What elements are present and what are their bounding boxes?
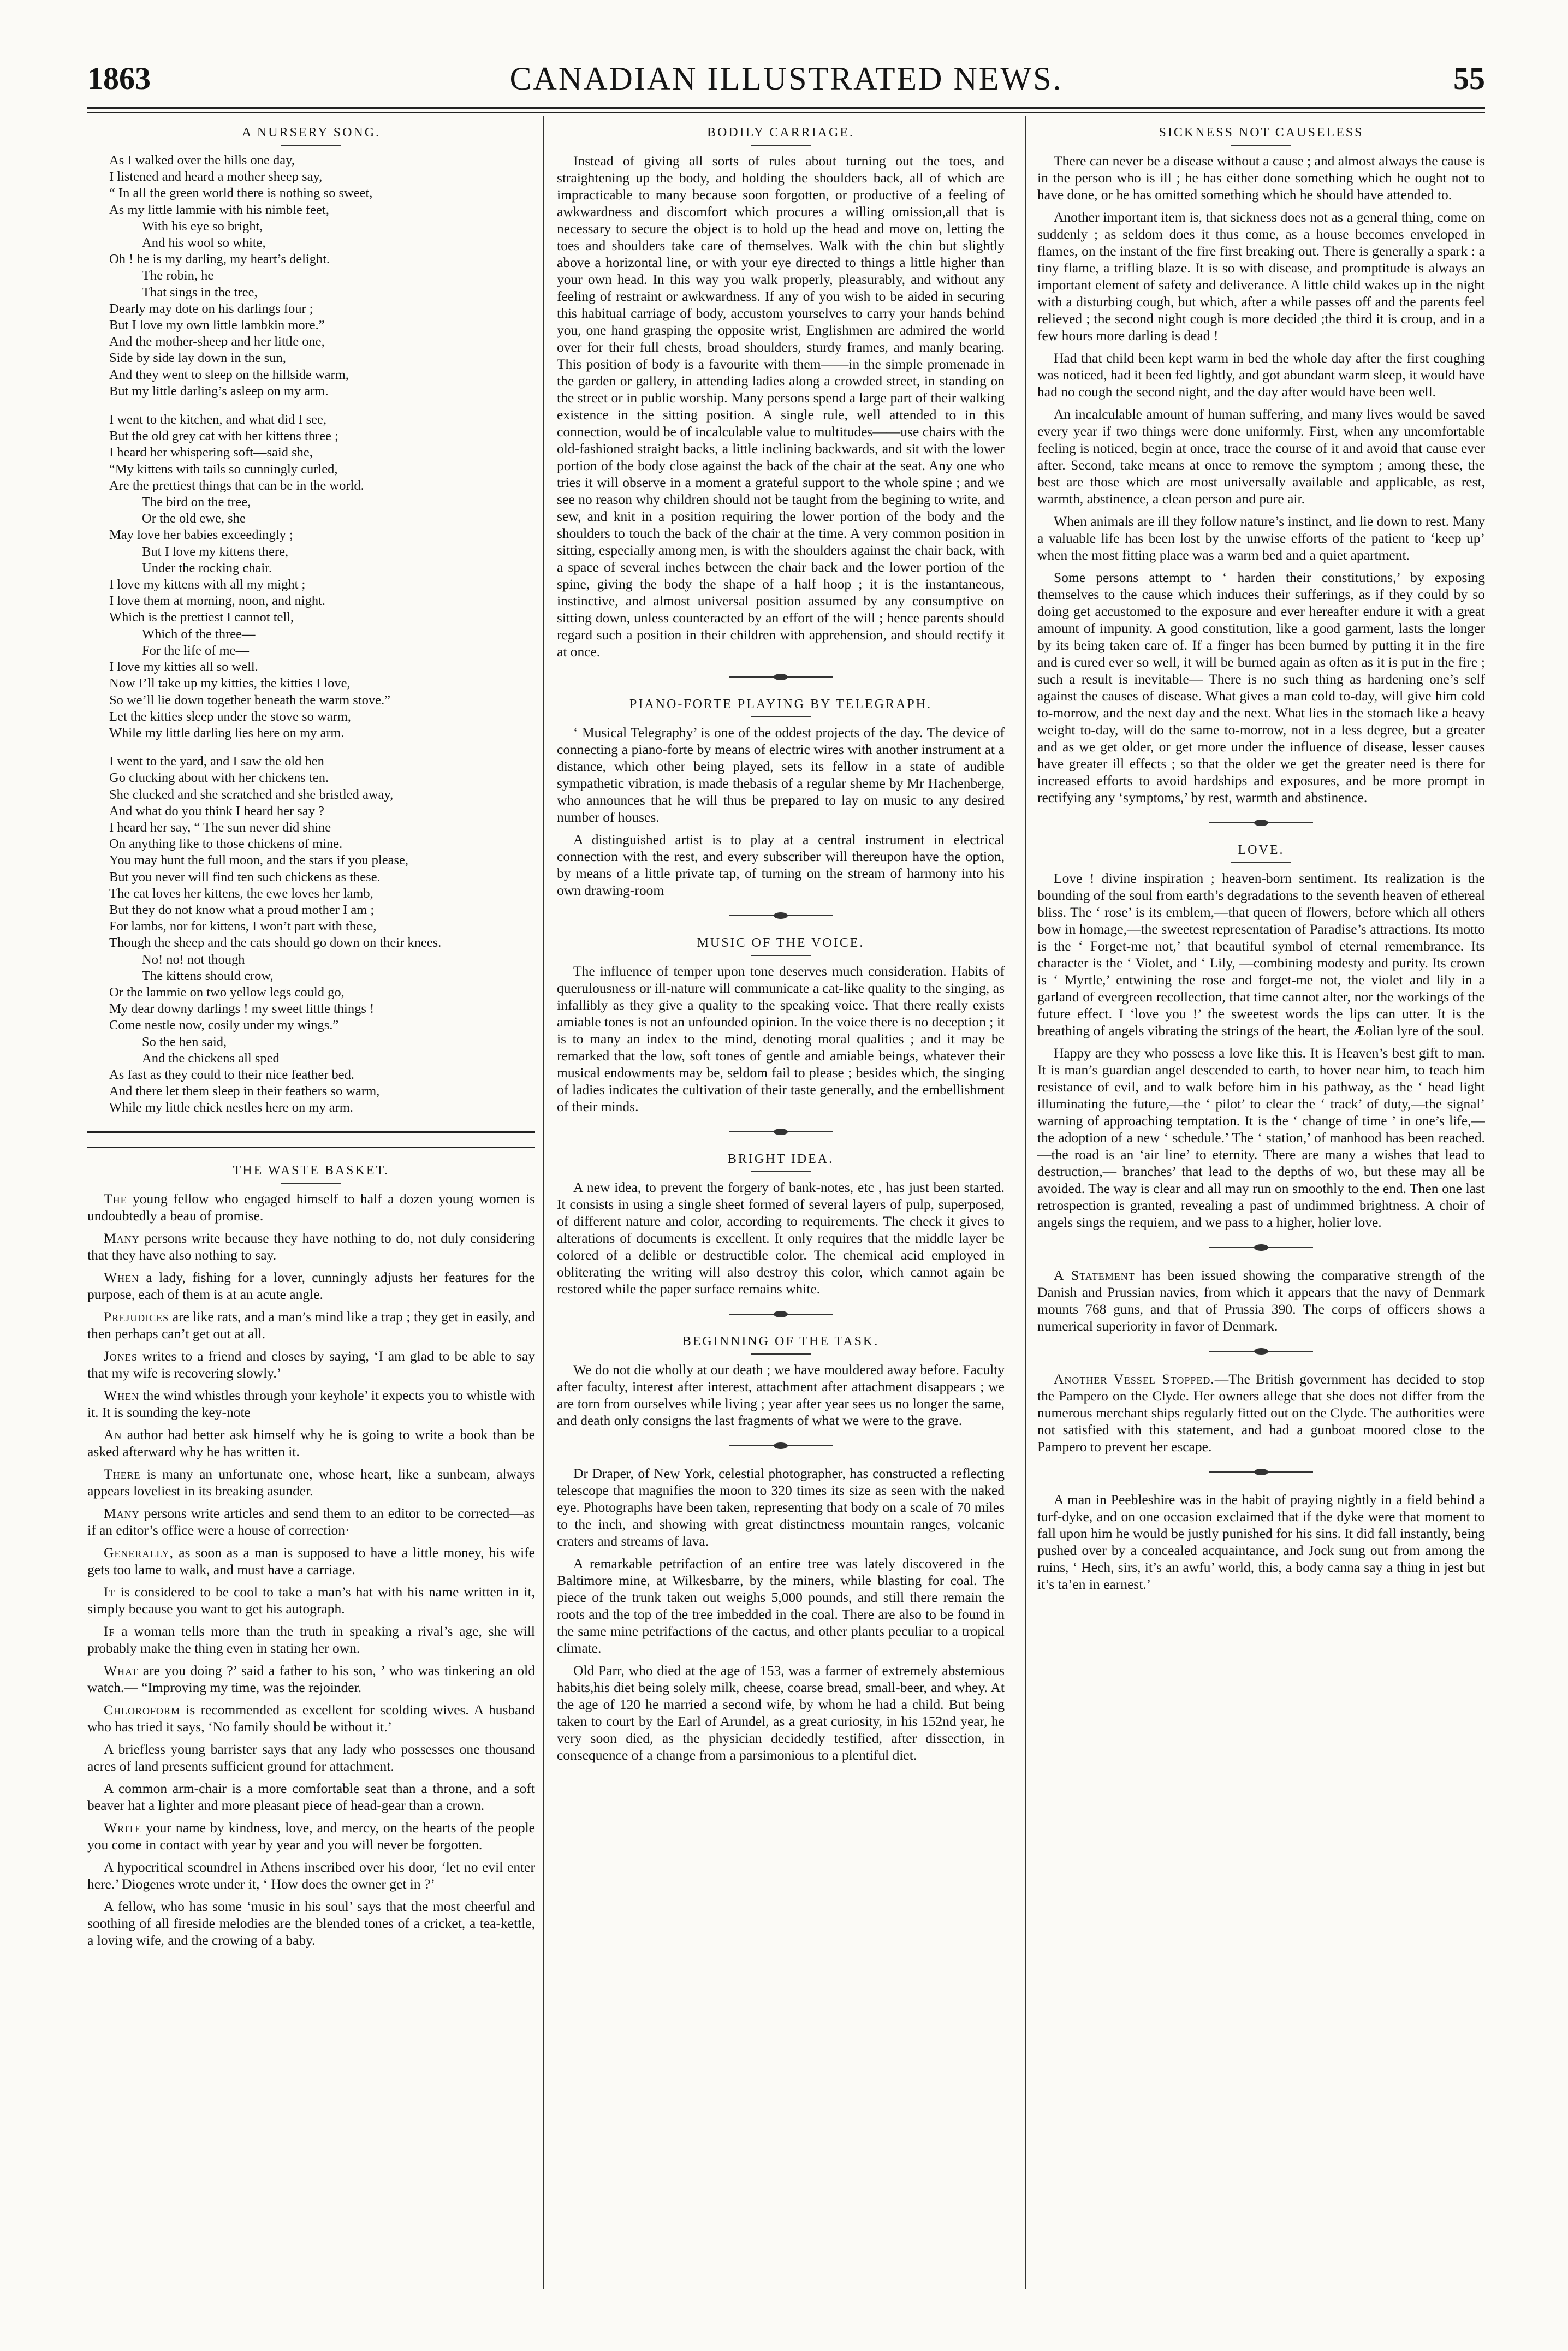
- heading-rule: [751, 145, 811, 146]
- love-heading: LOVE.: [1238, 843, 1285, 857]
- poem-line: But my little darling’s asleep on my arm.: [109, 383, 329, 399]
- waste-basket-item: [87, 1347, 535, 1381]
- waste-basket-item: [87, 1269, 535, 1303]
- article-paragraph: A distinguished artist is to play at a central instrument in electrical connection with the rest, and every subscriber will thereupon have the option, by means of a little private tap, of turning on the stream of harmony into his own drawing-room: [557, 832, 1005, 898]
- poem-line: While my little chick nestles here on my arm.: [109, 1100, 353, 1115]
- poem-line: And the chickens all sped: [142, 1050, 280, 1066]
- waste-basket-items: [87, 1190, 535, 1949]
- poem-line: I love them at morning, noon, and night.: [109, 593, 326, 609]
- poem-line: Which is the prettiest I cannot tell,: [109, 610, 294, 625]
- ornament-separator: [729, 1441, 833, 1451]
- waste-basket-item: [87, 1741, 535, 1774]
- lead-words: There: [104, 1465, 141, 1482]
- waste-basket-item: [87, 1780, 535, 1814]
- waste-basket-heading: THE WASTE BASKET.: [233, 1163, 390, 1178]
- article-paragraph: A new idea, to prevent the forgery of bank-notes, etc , has just been started. It consists in using a single sheet formed of several layers of pulp, superposed, of different nature and color, according to requirements. The check it gives to alterations of documents is excellent. It only requires that the middle layer be colored of a delible or destructible color. The chemical acid employed in obliterating the writing will also destroy this color, which cannot again be restored while the paper surface remains white.: [557, 1179, 1005, 1297]
- poem-line: The cat loves her kittens, the ewe loves her lamb,: [109, 886, 373, 901]
- page-year: 1863: [87, 61, 151, 96]
- poem-line: “My kittens with tails so cunningly curled,: [109, 461, 338, 477]
- heading-rule: [1231, 145, 1291, 146]
- lead-words: Chloroform: [104, 1701, 181, 1718]
- heading-rule: [751, 955, 811, 956]
- poem-line: But the old grey cat with her kittens three ;: [109, 429, 338, 444]
- lead-words: An: [104, 1426, 122, 1442]
- paragraph-text: the wind whistles through your keyhole’ it expects you to whistle with it. It is sounding the key-note: [87, 1387, 535, 1420]
- column-3: [1037, 124, 1485, 1598]
- column-divider-1: [543, 116, 544, 2289]
- ornament-separator: [1209, 1467, 1313, 1477]
- poem-line: Which of the three—: [142, 626, 256, 642]
- ornament-separator: [729, 1309, 833, 1319]
- column-divider-2: [1025, 116, 1026, 2289]
- paragraph-text: your name by kindness, love, and mercy, on the hearts of the people you come in contact with year by year and you will never be forgotten.: [87, 1819, 535, 1853]
- ornament-separator: [1209, 818, 1313, 828]
- article-paragraph: We do not die wholly at our death ; we have mouldered away before. Faculty after faculty, interest after interest, attachment after attachment disappears ; we are torn from ourselves while living ; year after year sees us no longer the same, and death only consigns the last fragments of what we were to the grave.: [557, 1362, 1005, 1428]
- article-paragraph: Happy are they who possess a love like this. It is Heaven’s best gift to man. It is man’s guardian angel descended to earth, to hover near him, to teach him resistance of evil, and to walk before him in his pathway, as the ‘ head light illuminating the future,—the ‘ pilot’ to clear the ‘ track’ of duty,—the signal’ warning of approaching temptation. It is the ‘ change of time ’ in one’s life,—the adoption of a new ‘ schedule.’ The ‘ station,’ of manhood has been reached.—the road is an ‘air line’ to eternity. There are many a wishes that lead to destruction,— branches’ that lead to the depths of wo, but these may all be avoided. The way is clear and all may run on smoothly to the end. Then one last retrospection is granted, revealing a past of undimmed brightness. A choir of angels sings the requiem, and we pass to a higher, holier love.: [1037, 1045, 1485, 1230]
- waste-basket-item: [87, 1465, 535, 1499]
- paragraph-text: A fellow, who has some ‘music in his soul’ says that the most cheerful and soothing of all fireside melodies are the blended tones of a cricket, a tea-kettle, a loving wife, and the crowing of a baby.: [87, 1898, 535, 1948]
- article-paragraph: An incalculable amount of human suffering, and many lives would be saved every year if two things were done uniformly. First, when any uncomfortable feeling is noticed, begin at once, trace the course of it and avoid that cause ever after. Second, take means at once to remove the symptom ; among these, the best are those which are most universally available and applicable, as rest, warmth, abstinence, a clean person and pure air.: [1037, 406, 1485, 507]
- paragraph-text: a lady, fishing for a lover, cunningly adjusts her features for the purpose, each of them is at an acute angle.: [87, 1269, 535, 1302]
- poem-line: You may hunt the full moon, and the stars if you please,: [109, 853, 409, 868]
- lead-words: It: [104, 1583, 116, 1600]
- sickness-heading: SICKNESS NOT CAUSELESS: [1159, 126, 1364, 140]
- poem-line: She clucked and she scratched and she bristled away,: [109, 787, 394, 802]
- section-divider-thin: [87, 1147, 535, 1148]
- column-1: [87, 124, 535, 1954]
- paragraph-text: has been issued showing the comparative strength of the Danish and Prussian navies, from which it appears that the navy of Denmark mounts 768 guns, and that of Prussia 390. The corps of officers shows a numerical superiority in favor of Denmark.: [1037, 1267, 1485, 1334]
- waste-basket-item: [87, 1230, 535, 1263]
- waste-basket-item: [87, 1623, 535, 1657]
- poem-line: Or the old ewe, she: [142, 511, 246, 526]
- paragraph-text: is many an unfortunate one, whose heart, like a sunbeam, always appears loveliest in its breaking asunder.: [87, 1465, 535, 1499]
- poem-line: I went to the kitchen, and what did I see,: [109, 412, 327, 428]
- ornament-separator: [1209, 1346, 1313, 1356]
- waste-basket-item: [87, 1387, 535, 1421]
- poem-line: For lambs, nor for kittens, I won’t part with these,: [109, 919, 377, 934]
- music-voice-heading: MUSIC OF THE VOICE.: [697, 936, 865, 950]
- poem-line: With his eye so bright,: [142, 218, 263, 234]
- poem-line: While my little darling lies here on my arm.: [109, 725, 345, 740]
- ornament-separator: [729, 911, 833, 921]
- paragraph-text: a woman tells more than the truth in speaking a rival’s age, she will probably make the thing even in stating her own.: [87, 1623, 535, 1656]
- lead-words: Jones: [104, 1347, 138, 1364]
- poem-line: So the hen said,: [142, 1034, 227, 1049]
- poem-line: As fast as they could to their nice feather bed.: [109, 1067, 355, 1082]
- article-paragraph: Dr Draper, of New York, celestial photographer, has constructed a reflecting telescope that magnifies the moon to 320 times its size as seen with the naked eye. Photographs have been taken, representing that body on a scale of 70 miles to the inch, and showing with great distinctness mountain ranges, volcanic craters and streams of lava.: [557, 1465, 1005, 1549]
- article-paragraph: Old Parr, who died at the age of 153, was a farmer of extremely abstemious habits,his diet being solely milk, cheese, coarse bread, small-beer, and whey. At the age of 120 he married a second wife, by whom he had a child. But being taken to court by the Earl of Arundel, as a great curiosity, in his 152nd year, he very soon died, as the physician decidedly testified, after dissection, in consequence of a change from a parsimonious to a plentiful diet.: [557, 1663, 1005, 1763]
- poem-line: Dearly may dote on his darlings four ;: [109, 301, 313, 316]
- lead-words: A Statement: [1054, 1267, 1135, 1283]
- statement-paragraph: [1037, 1267, 1485, 1334]
- waste-basket-item: [87, 1308, 535, 1342]
- lead-words: The: [104, 1190, 127, 1207]
- article-paragraph: Love ! divine inspiration ; heaven-born sentiment. Its realization is the bounding of the soul from earth’s degradations to the seventh heaven of ethereal bliss. The ‘ rose’ is its emblem,—that queen of flowers, before which all others bow in homage,—the sweetest representation of Paradise’s attractions. Its motto is the ‘ Forget-me not,’ that beautiful symbol of eternal remembrance. Its character is the ‘ Violet, and ‘ Lily, —combining modesty and purity. Its crown is ‘ Myrtle,’ entwining the rose and forget-me not, the violet and lily in a garland of evergreen recollection, that time cannot alter, nor the workings of the future effect. I ‘love you !’ the sweetest words the lips can utter. It is the breathing of angels vibrating the strings of the heart, the Æolian lyre of the soul.: [1037, 870, 1485, 1038]
- paragraph-text: young fellow who engaged himself to half a dozen young women is undoubtedly a beau of promise.: [87, 1190, 535, 1224]
- poem-line: And his wool so white,: [142, 235, 266, 251]
- poem-line: My dear downy darlings ! my sweet little things !: [109, 1001, 375, 1017]
- lead-words: Prejudices: [104, 1308, 169, 1325]
- paragraph-text: persons write articles and send them to an editor to be corrected—as if an editor’s office were a house of correction·: [87, 1505, 535, 1538]
- waste-basket-item: [87, 1583, 535, 1617]
- poem-line: Let the kitties sleep under the stove so warm,: [109, 709, 351, 724]
- article-paragraph: A remarkable petrifaction of an entire tree was lately discovered in the Baltimore mine, at Wilkesbarre, by the miners, while blasting for coal. The piece of the trunk taken out weighs 5,000 pounds, and still there remain the roots and the top of the tree imbedded in the coal. There are also to be found in the same mine petrifactions of the cactus, and other plants peculiar to a tropical climate.: [557, 1556, 1005, 1656]
- lead-words: Many: [104, 1230, 140, 1246]
- waste-basket-item: [87, 1701, 535, 1735]
- poem-line: And the mother-sheep and her little one,: [109, 334, 325, 349]
- newspaper-title: CANADIAN ILLUSTRATED NEWS.: [509, 61, 1063, 97]
- bodily-carriage-heading: BODILY CARRIAGE.: [706, 126, 855, 140]
- poem-line: But I love my own little lambkin more.”: [109, 318, 325, 333]
- poem-line: And there let them sleep in their feathers so warm,: [109, 1084, 380, 1099]
- poem-line: As I walked over the hills one day,: [109, 153, 295, 168]
- masthead-rule-top: [87, 107, 1485, 109]
- poem-line: But they do not know what a proud mother I am ;: [109, 902, 375, 917]
- article-paragraph: Had that child been kept warm in bed the whole day after the first coughing was noticed, had it been fed lightly, and got abundant warm sleep, it would have had no cough the second night, and the day after would have been well.: [1037, 350, 1485, 400]
- lead-words: Write: [104, 1819, 142, 1836]
- paragraph-text: persons write because they have nothing to do, not duly considering that they have also nothing to say.: [87, 1230, 535, 1263]
- paragraph-text: writes to a friend and closes by saying, ‘I am glad to be able to say that my wife is recovering slowly.’: [87, 1347, 535, 1381]
- lead-words: If: [104, 1623, 115, 1639]
- heading-rule: [281, 1183, 341, 1184]
- poem-line: But I love my kittens there,: [142, 544, 289, 559]
- article-paragraph: A man in Peebleshire was in the habit of praying nightly in a field behind a turf-dyke, and on one occasion exclaimed that if the dyke were that moment to fall upon him he would be justly punished for his sins. It did fall instantly, being pushed over by a concealed acquaintance, and Jock sung out from among the ruins, ‘ Hech, sirs, it’s an awfu’ world, this, a body canna say a thing in jest but it’s ta’en in earnest.’: [1037, 1492, 1485, 1592]
- waste-basket-item: [87, 1190, 535, 1224]
- ornament-separator: [729, 672, 833, 682]
- article-paragraph: Another important item is, that sickness does not as a general thing, come on suddenly ; as seldom does it thus come, as a house becomes enveloped in flames, on the instant of the fire first breaking out. There is generally a spark : a tiny flame, a trifling blaze. It is so with disease, and promptitude is always an important element of safety and deliverance. A little child wakes up in the night with a disturbing cough, but which, after a while passes off and the parents feel relieved ; the second night cough is more decided ;the third it is croup, and in a few hours more darling is dead !: [1037, 209, 1485, 343]
- lead-words: What: [104, 1662, 139, 1678]
- ornament-separator: [1209, 1243, 1313, 1252]
- masthead-rule-bottom: [87, 112, 1485, 113]
- poem-line: Now I’ll take up my kitties, the kitties I love,: [109, 676, 351, 691]
- poem-line: May love her babies exceedingly ;: [109, 527, 293, 543]
- section-divider: [87, 1131, 535, 1133]
- bright-idea-heading: BRIGHT IDEA.: [727, 1152, 834, 1166]
- poem-line: For the life of me—: [142, 643, 249, 658]
- paragraph-text: A hypocritical scoundrel in Athens inscribed over his door, ‘let no evil enter here.’ Diogenes wrote under it, ‘ How does the owner get in ?’: [87, 1859, 535, 1892]
- beginning-task-heading: BEGINNING OF THE TASK.: [682, 1334, 880, 1349]
- poem-line: Under the rocking chair.: [142, 560, 272, 575]
- waste-basket-item: [87, 1819, 535, 1853]
- poem-line: No! no! not though: [142, 952, 245, 967]
- paragraph-text: author had better ask himself why he is going to write a book than be asked afterward why he has written it.: [87, 1426, 535, 1459]
- poem-line: The bird on the tree,: [142, 495, 251, 510]
- column-2: [557, 124, 1005, 1769]
- poem-line: The robin, he: [142, 268, 214, 283]
- article-paragraph: ‘ Musical Telegraphy’ is one of the oddest projects of the day. The device of connecting a piano-forte by means of electric wires with another instrument at a distance, which other being played, sets its fellow in a state of audible sympathetic vibration, is made thebasis of a regular sheme by Mr Hachenberge, who announces that he will thus be prepared to lay on music to any desired number of houses.: [557, 725, 1005, 825]
- lead-words: When: [104, 1269, 140, 1285]
- article-paragraph: There can never be a disease without a cause ; and almost always the cause is in the person who is ill ; he has either done something which he ought not to have done, or he has omitted something which he should have attended to.: [1037, 153, 1485, 203]
- poem-line: And what do you think I heard her say ?: [109, 803, 324, 818]
- article-paragraph: The influence of temper upon tone deserves much consideration. Habits of querulousness or ill-nature will communicate a cat-like quality to the singing, as infallibly as they give a quality to the speaking voice. That there really exists amiable tones is not an unfounded opinion. In the voice there is no deception ; it is to many an index to the mind, denoting moral qualities ; and it may be remarked that the low, soft tones of gentle and amiable beings, whatever their musical endowments may be, seldom fail to please ; besides which, the singing of ladies indicates the cultivation of their taste generally, and the embellishment of their minds.: [557, 963, 1005, 1114]
- waste-basket-item: [87, 1662, 535, 1696]
- waste-basket-item: [87, 1859, 535, 1892]
- poem-line: “ In all the green world there is nothing so sweet,: [109, 186, 373, 201]
- waste-basket-item: [87, 1544, 535, 1578]
- poem-line: Come nestle now, cosily under my wings.”: [109, 1018, 339, 1033]
- ornament-separator: [729, 1127, 833, 1137]
- lead-words: Generally,: [104, 1544, 174, 1560]
- poem-line: I heard her say, “ The sun never did shine: [109, 820, 331, 835]
- poem-line: I love my kitties all so well.: [109, 660, 258, 675]
- poem-line: Are the prettiest things that can be in the world.: [109, 478, 364, 493]
- poem-line: The kittens should crow,: [142, 968, 274, 983]
- poem-line: So we’ll lie down together beneath the warm stove.”: [109, 692, 391, 708]
- nursery-song-poem: [87, 152, 535, 1117]
- poem-line: Side by side lay down in the sun,: [109, 351, 286, 366]
- waste-basket-item: [87, 1505, 535, 1539]
- poem-line: Though the sheep and the cats should go down on their knees.: [109, 935, 442, 951]
- poem-line: I heard her whispering soft—said she,: [109, 445, 313, 460]
- heading-rule: [1231, 862, 1291, 863]
- poem-line: I listened and heard a mother sheep say,: [109, 169, 323, 185]
- heading-rule: [751, 1171, 811, 1172]
- lead-words: Another Vessel Stopped.: [1054, 1371, 1215, 1387]
- poem-line: Or the lammie on two yellow legs could go,: [109, 984, 345, 1000]
- lead-words: When: [104, 1387, 140, 1403]
- vessel-paragraph: [1037, 1370, 1485, 1455]
- heading-rule: [751, 1353, 811, 1355]
- lead-words: Many: [104, 1505, 140, 1521]
- paragraph-text: A common arm-chair is a more comfortable seat than a throne, and a soft beaver hat a lighter and more pleasant piece of head-gear than a crown.: [87, 1780, 535, 1813]
- poem-line: But you never will find ten such chickens as these.: [109, 869, 381, 884]
- article-paragraph: Some persons attempt to ‘ harden their constitutions,’ by exposing themselves to the cause which induces their sufferings, as if they could by so doing get accustomed to the exposure and ever hereafter endure it with a great amount of impunity. A good constitution, like a good garment, lasts the longer by its being taken care of. If a finger has been burned by putting it in the fire and is cured ever so well, it will be burned again as often as it is put in the fire ; such a result is inevitable— There is no such thing as hardening one’s self against the causes of disease. What gives a man cold to-day, will give him cold to-morrow, and the next day and the next. What lies in the stomach like a heavy weight to-day, will do the same to-morrow, not in a less degree, but a greater and as we get older, or get more under the influence of disease, lesser causes have greater ill effects ; so that the older we get the greater need is there for increased efforts to avoid hardships and exposures, and be more prompt in rectifying any ‘symptoms,’ by rest, warmth and abstinence.: [1037, 569, 1485, 805]
- nursery-song-heading: A NURSERY SONG.: [241, 126, 381, 140]
- poem-line: On anything like to those chickens of mine.: [109, 836, 343, 852]
- article-paragraph: Instead of giving all sorts of rules about turning out the toes, and straightening up the body, and holding the shoulders back, all of which are impracticable to many because soon forgotten, or productive of a feeling of awkwardness and discomfort which procures a willing omission,all that is necessary to secure the object is to hold up the head and move on, letting the toes and shoulders take care of themselves. Walk with the chin but slightly above a horizontal line, or with your eye directed to things a little higher than your own head. In this way you walk properly, pleasurably, and without any feeling of restraint or awkwardness. If any of you wish to be aided in securing this habitual carriage of body, accustom yourselves to carry your hands behind you, one hand grasping the opposite wrist, Englishmen are admired the world over for their full chests, broad shoulders, sturdy frames, and manly bearing. This position of body is a favourite with them——in the simple promenade in the garden or gallery, in attending ladies along a crowded street, in standing on the street or in public worship. Many persons spend a large part of their walking existence in the sitting position. A single rule, well attended to in this connection, would be of incalculable value to multitudes——use chairs with the old-fashioned straight backs, a little inclining backwards, and sit with the lower portion of the body close against the back of the chair at the seat. Any one who tries it will observe in a moment a grateful support to the whole spine ; and we see no reason why children should not be taught from the begining to write, and sew, and knit in a position requiring the lower portion of the body and the shoulders to touch the back of the chair at the time. A very common position in sitting, especially among men, is with the shoulders against the chair back, with a space of several inches between the chair back and the lower portion of the spine, giving the body the shape of a half hoop ; it is the instantaneous, instinctive, and almost universal position assumed by any consumptive on sitting down, unless counteracted by an effort of the will ; hence parents should regard such a position in their children with apprehension, and should rectify it at once.: [557, 153, 1005, 660]
- poem-line: That sings in the tree,: [142, 284, 258, 300]
- paragraph-text: as soon as a man is supposed to have a little money, his wife gets too lame to walk, and must have a carriage.: [87, 1544, 535, 1577]
- poem-line: And they went to sleep on the hillside warm,: [109, 367, 349, 382]
- poem-line: I love my kittens with all my might ;: [109, 577, 306, 592]
- paragraph-text: are you doing ?’ said a father to his son, ’ who was tinkering an old watch.— “Improving my time, was the rejoinder.: [87, 1662, 535, 1695]
- waste-basket-item: [87, 1426, 535, 1460]
- article-paragraph: When animals are ill they follow nature’s instinct, and lie down to rest. Many a valuable life has been lost by the unwise efforts of the patient to ‘keep up’ when the most fitting place was a warm bed and a quiet apartment.: [1037, 513, 1485, 563]
- poem-line: As my little lammie with his nimble feet,: [109, 202, 329, 217]
- paragraph-text: —The British government has decided to stop the Pampero on the Clyde. Her owners allege that she does not differ from the numerous merchant ships regularly fitted out on the Clyde. The authorities were not satisfied with this statement, and had a gunboat moored close to the Pampero to prevent her escape.: [1037, 1371, 1485, 1454]
- poem-line: Go clucking about with her chickens ten.: [109, 770, 329, 786]
- piano-telegraph-heading: PIANO-FORTE PLAYING BY TELEGRAPH.: [629, 697, 933, 711]
- paragraph-text: is considered to be cool to take a man’s hat with his name written in it, simply because you want to get his autograph.: [87, 1583, 535, 1617]
- poem-line: Oh ! he is my darling, my heart’s delight.: [109, 252, 330, 267]
- paragraph-text: are like rats, and a man’s mind like a trap ; they get in easily, and then perhaps can’t get out at all.: [87, 1308, 535, 1341]
- paragraph-text: A briefless young barrister says that any lady who possesses one thousand acres of land presents sufficient ground for attachment.: [87, 1741, 535, 1774]
- poem-line: I went to the yard, and I saw the old hen: [109, 754, 324, 769]
- heading-rule: [281, 145, 341, 146]
- paragraph-text: is recommended as excellent for scolding wives. A husband who has tried it says, ‘No family should be without it.’: [87, 1701, 535, 1735]
- heading-rule: [751, 716, 811, 717]
- masthead: [87, 60, 1485, 104]
- waste-basket-item: [87, 1898, 535, 1949]
- page-number: 55: [1453, 61, 1485, 96]
